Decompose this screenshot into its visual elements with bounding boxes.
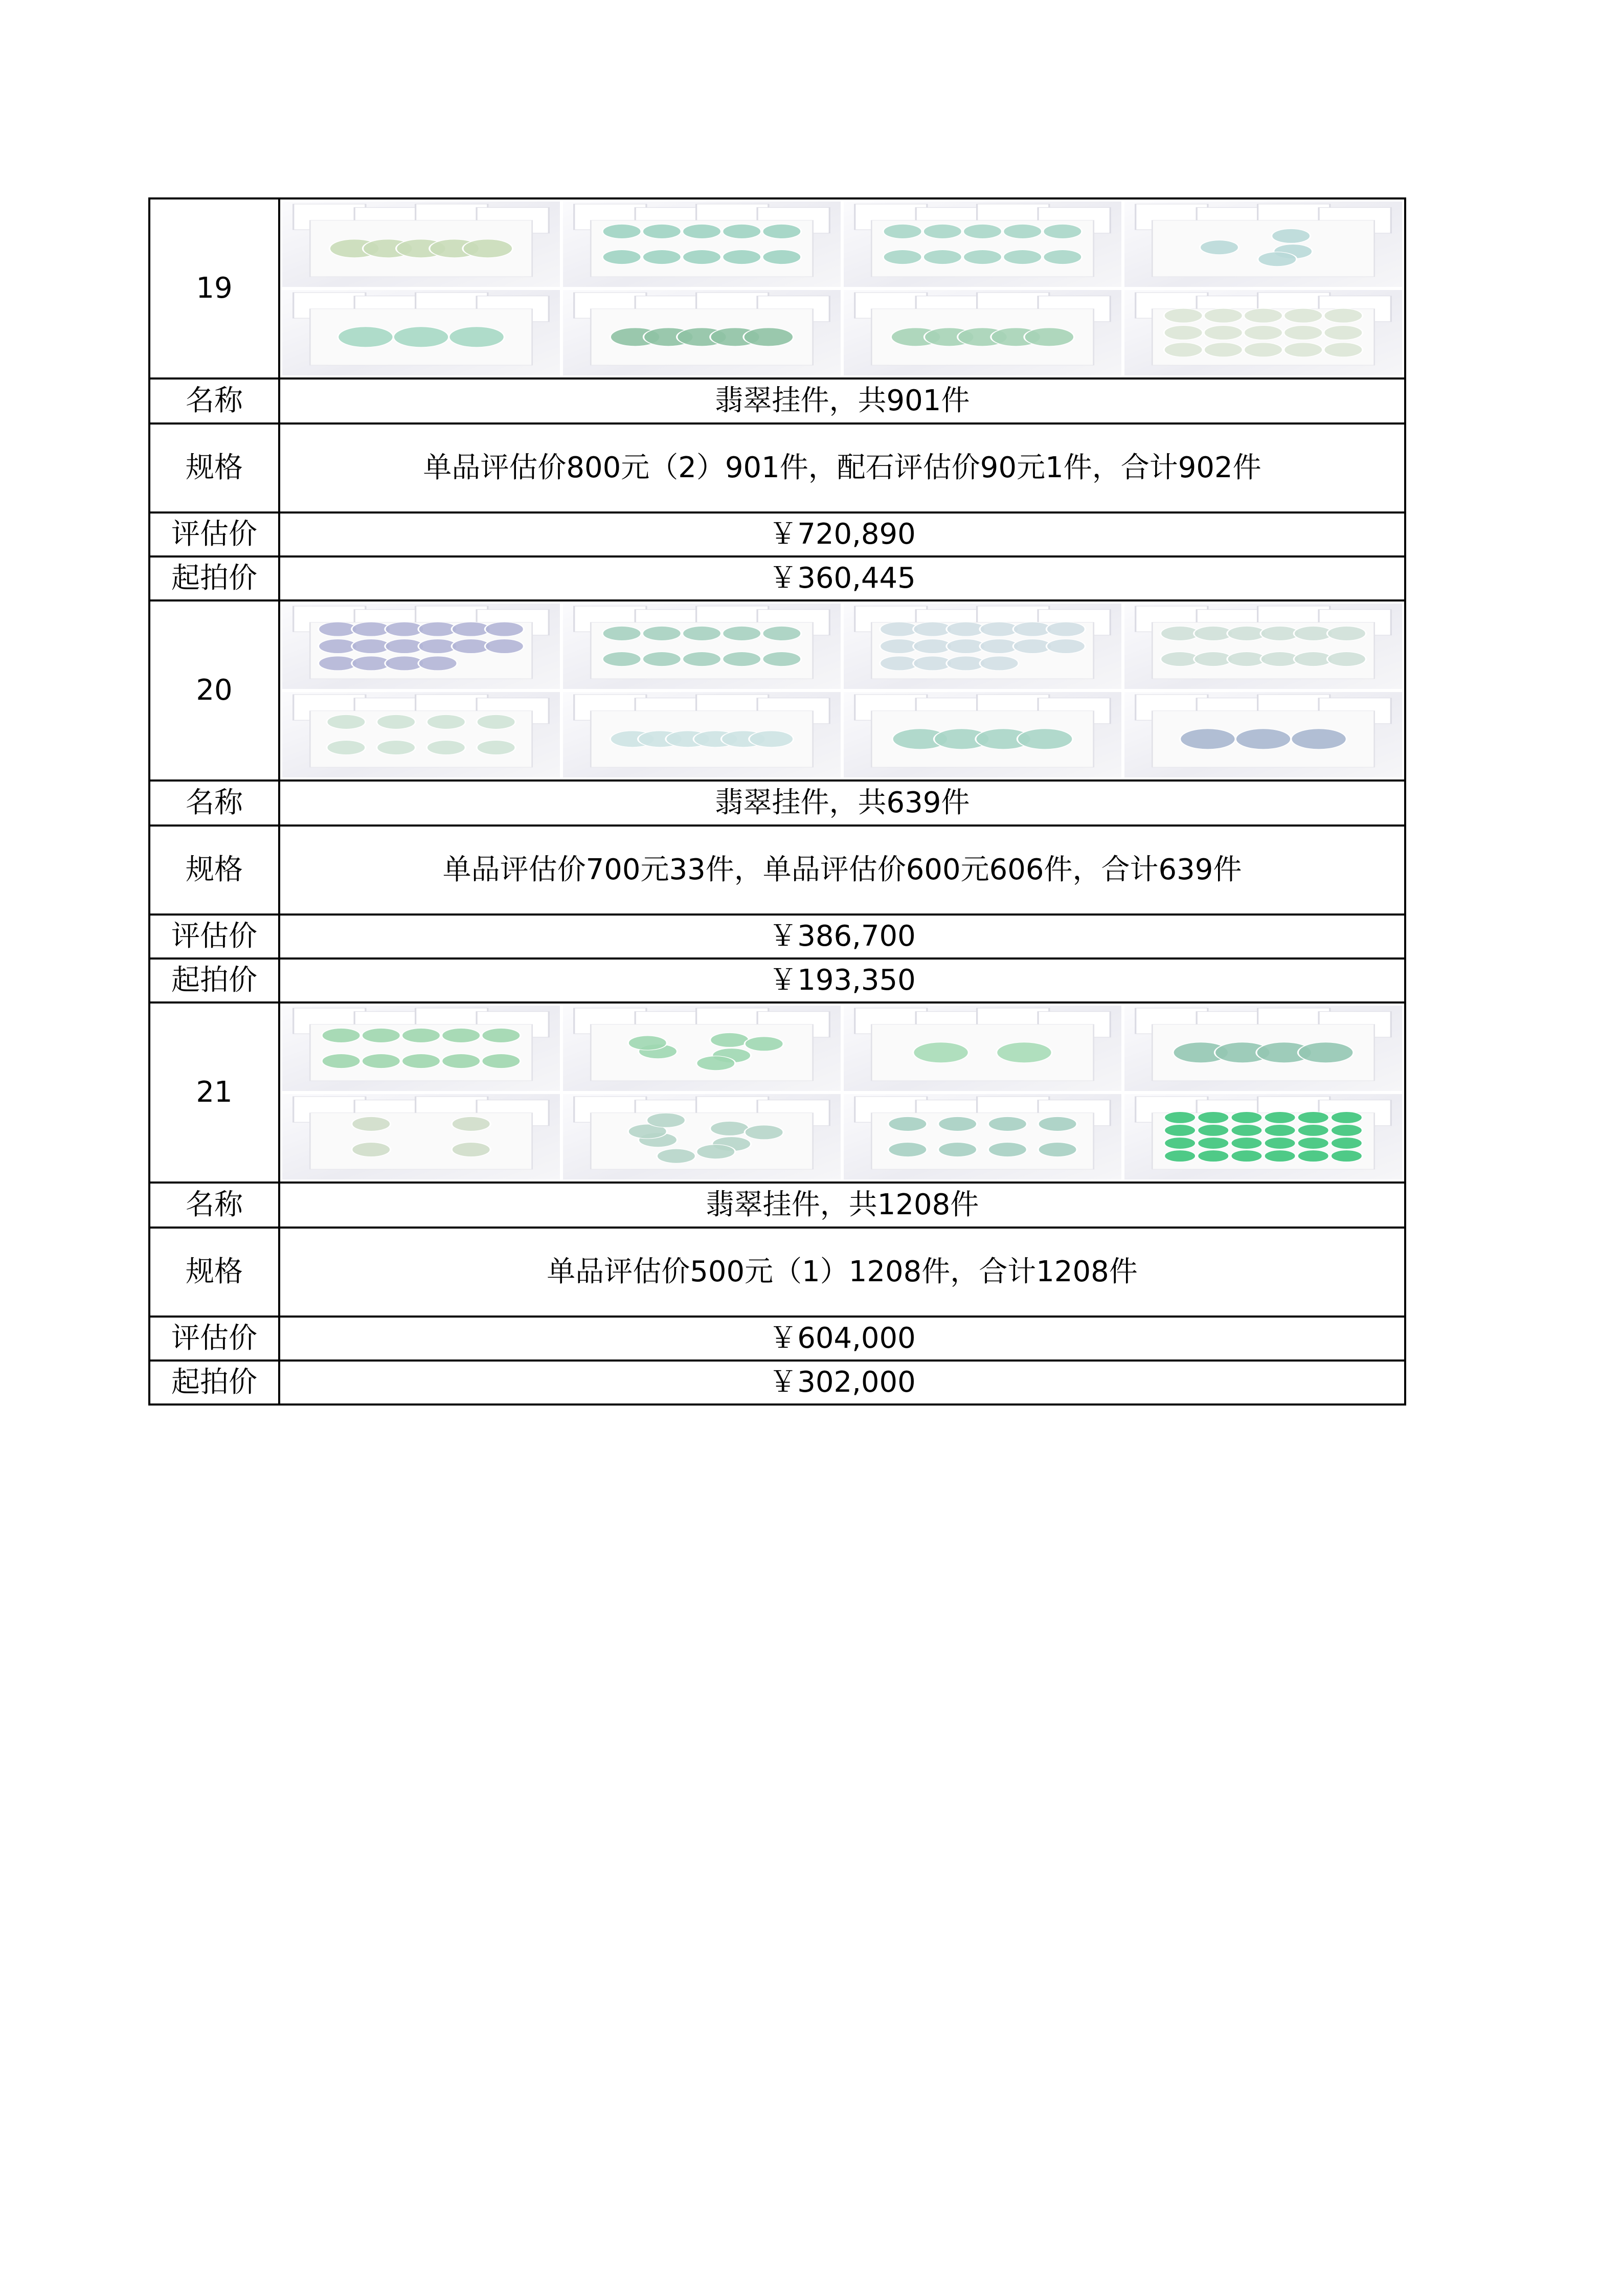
jade-photo	[282, 1094, 560, 1179]
jade-pendant	[602, 250, 641, 264]
photo-drawing	[844, 202, 1121, 287]
jade-pendant	[377, 741, 416, 755]
jade-pendant	[980, 656, 1019, 671]
photo-drawing	[563, 290, 841, 375]
jade-photo	[1124, 1006, 1402, 1091]
photo-drawing	[563, 1094, 841, 1179]
lot-number: 19	[149, 198, 279, 378]
lot-number: 20	[149, 600, 279, 781]
start-price: ￥360,445	[279, 556, 1405, 600]
jade-pendant	[449, 327, 505, 347]
jade-pendant	[1024, 328, 1074, 346]
jade-pendant	[938, 1143, 977, 1157]
jade-photo	[1124, 290, 1402, 375]
jade-pendant	[362, 1028, 400, 1042]
display-card	[591, 1024, 813, 1081]
start-price: ￥193,350	[279, 958, 1405, 1002]
jade-pendant	[938, 1117, 977, 1131]
photo-drawing	[844, 1094, 1121, 1179]
jade-pendant	[426, 741, 465, 755]
jade-pendant	[1003, 224, 1042, 238]
appraisal-price: ￥386,700	[279, 915, 1405, 958]
jade-pendant	[723, 652, 761, 666]
lot-spec-row	[149, 423, 1405, 512]
jade-pendant	[1198, 1111, 1229, 1123]
jade-pendant	[418, 656, 457, 671]
spec-label: 规格	[149, 423, 279, 512]
jade-pendant	[1038, 1117, 1077, 1131]
jade-photo	[282, 1006, 560, 1091]
jade-pendant	[1204, 343, 1243, 357]
jade-pendant	[642, 626, 681, 640]
jade-pendant	[883, 224, 922, 238]
jade-pendant	[997, 1042, 1052, 1063]
jade-pendant	[602, 652, 641, 666]
jade-pendant	[1003, 250, 1042, 264]
photo-drawing	[282, 1094, 560, 1179]
jade-photo	[282, 290, 560, 375]
jade-pendant	[1264, 1150, 1296, 1162]
photo-drawing	[1124, 202, 1402, 287]
photo-drawing	[282, 202, 560, 287]
lot-appraisal-row	[149, 512, 1405, 556]
photo-drawing	[844, 692, 1121, 777]
photo-drawing	[282, 290, 560, 375]
lot-name: 翡翠挂件，共901件	[279, 378, 1405, 423]
jade-pendant	[923, 250, 962, 264]
jade-pendant	[642, 224, 681, 238]
jade-pendant	[485, 622, 524, 636]
jade-pendant	[1297, 1150, 1329, 1162]
jade-pendant	[352, 1117, 391, 1131]
jade-pendant	[477, 741, 515, 755]
lot-photo-row	[149, 198, 1405, 378]
jade-pendant	[1164, 1138, 1196, 1149]
jade-photo	[282, 604, 560, 689]
lot-start-row	[149, 958, 1405, 1002]
jade-pendant	[1038, 1143, 1077, 1157]
jade-photo	[1124, 604, 1402, 689]
jade-pendant	[1231, 1138, 1263, 1149]
display-card	[1152, 220, 1374, 277]
jade-pendant	[477, 715, 515, 729]
jade-pendant	[485, 639, 524, 653]
jade-photo	[844, 1094, 1121, 1179]
lot-table	[148, 197, 1406, 1406]
jade-pendant	[745, 1037, 783, 1051]
jade-pendant	[1043, 250, 1082, 264]
jade-pendant	[888, 1117, 927, 1131]
jade-pendant	[682, 250, 721, 264]
jade-photo	[563, 1006, 841, 1091]
lot-name-row	[149, 1183, 1405, 1228]
jade-pendant	[442, 1054, 481, 1068]
jade-pendant	[1244, 343, 1282, 357]
photo-drawing	[1124, 1006, 1402, 1091]
jade-pendant	[696, 1056, 735, 1071]
jade-pendant	[1272, 229, 1311, 243]
lot-name-row	[149, 781, 1405, 826]
jade-pendant	[1235, 729, 1291, 749]
jade-photo	[844, 202, 1121, 287]
jade-photo	[282, 202, 560, 287]
jade-pendant	[362, 1054, 400, 1068]
jade-pendant	[1327, 652, 1366, 666]
jade-pendant	[749, 731, 794, 747]
jade-pendant	[602, 224, 641, 238]
jade-pendant	[602, 626, 641, 640]
lot-photo-cell	[279, 198, 1405, 378]
jade-pendant	[1046, 639, 1085, 653]
jade-pendant	[1231, 1150, 1263, 1162]
start-label: 起拍价	[149, 556, 279, 600]
jade-pendant	[1164, 308, 1203, 323]
lot-photo-grid	[282, 1006, 1402, 1179]
start-label: 起拍价	[149, 958, 279, 1002]
appraisal-label: 评估价	[149, 915, 279, 958]
jade-photo	[282, 692, 560, 777]
jade-pendant	[1297, 1138, 1329, 1149]
jade-photo	[1124, 692, 1402, 777]
name-label: 名称	[149, 378, 279, 423]
jade-pendant	[1264, 1125, 1296, 1136]
appraisal-label: 评估价	[149, 1317, 279, 1361]
photo-drawing	[844, 290, 1121, 375]
jade-photo	[844, 692, 1121, 777]
lot-number: 21	[149, 1002, 279, 1183]
name-label: 名称	[149, 781, 279, 826]
jade-pendant	[1204, 325, 1243, 340]
lot-spec-row	[149, 1228, 1405, 1317]
jade-pendant	[393, 327, 449, 347]
jade-pendant	[1164, 1150, 1196, 1162]
jade-pendant	[1046, 622, 1085, 636]
jade-pendant	[401, 1028, 440, 1042]
photo-drawing	[1124, 604, 1402, 689]
jade-photo	[563, 1094, 841, 1179]
jade-pendant	[1327, 626, 1366, 640]
spec-label: 规格	[149, 1228, 279, 1317]
lot-photo-grid	[282, 202, 1402, 375]
lot-photo-row	[149, 600, 1405, 781]
photo-drawing	[282, 1006, 560, 1091]
photo-drawing	[844, 604, 1121, 689]
jade-pendant	[1164, 1125, 1196, 1136]
lot-photo-row	[149, 1002, 1405, 1183]
jade-pendant	[1324, 343, 1363, 357]
jade-pendant	[762, 652, 801, 666]
photo-drawing	[563, 604, 841, 689]
jade-pendant	[1200, 240, 1238, 255]
jade-pendant	[1284, 308, 1323, 323]
jade-pendant	[745, 1125, 783, 1140]
lot-photo-cell	[279, 600, 1405, 781]
name-label: 名称	[149, 1183, 279, 1228]
appraisal-label: 评估价	[149, 512, 279, 556]
jade-pendant	[682, 626, 721, 640]
appraisal-price: ￥720,890	[279, 512, 1405, 556]
jade-pendant	[1043, 224, 1082, 238]
jade-pendant	[426, 715, 465, 729]
jade-pendant	[723, 250, 761, 264]
jade-pendant	[1017, 729, 1073, 749]
jade-pendant	[1198, 1138, 1229, 1149]
jade-pendant	[1231, 1111, 1263, 1123]
lot-spec: 单品评估价700元33件，单品评估价600元606件，合计639件	[279, 826, 1405, 915]
jade-pendant	[762, 626, 801, 640]
jade-pendant	[1180, 729, 1236, 749]
jade-pendant	[1297, 1125, 1329, 1136]
jade-pendant	[642, 652, 681, 666]
appraisal-price: ￥604,000	[279, 1317, 1405, 1361]
jade-pendant	[963, 250, 1002, 264]
jade-pendant	[923, 224, 962, 238]
jade-pendant	[1331, 1125, 1362, 1136]
jade-pendant	[1198, 1150, 1229, 1162]
jade-pendant	[913, 1042, 969, 1063]
jade-photo	[563, 604, 841, 689]
jade-photo	[563, 202, 841, 287]
jade-pendant	[452, 1143, 490, 1157]
jade-pendant	[1324, 308, 1363, 323]
display-card	[871, 1024, 1093, 1081]
jade-pendant	[883, 250, 922, 264]
jade-pendant	[401, 1054, 440, 1068]
jade-photo	[844, 604, 1121, 689]
spec-label: 规格	[149, 826, 279, 915]
jade-photo	[844, 1006, 1121, 1091]
jade-pendant	[1244, 308, 1282, 323]
jade-pendant	[1198, 1125, 1229, 1136]
lot-appraisal-row	[149, 1317, 1405, 1361]
jade-pendant	[482, 1028, 521, 1042]
jade-pendant	[646, 1113, 685, 1127]
jade-pendant	[743, 328, 794, 346]
jade-pendant	[1324, 325, 1363, 340]
photo-drawing	[844, 1006, 1121, 1091]
lot-photo-cell	[279, 1002, 1405, 1183]
jade-photo	[1124, 202, 1402, 287]
photo-drawing	[1124, 290, 1402, 375]
jade-pendant	[338, 327, 394, 347]
jade-pendant	[1291, 729, 1347, 749]
jade-photo	[563, 692, 841, 777]
jade-pendant	[327, 741, 366, 755]
jade-pendant	[1204, 308, 1243, 323]
jade-pendant	[657, 1149, 695, 1163]
jade-pendant	[696, 1145, 735, 1159]
jade-pendant	[642, 250, 681, 264]
lot-appraisal-row	[149, 915, 1405, 958]
jade-photo	[563, 290, 841, 375]
jade-pendant	[1258, 252, 1297, 266]
lot-name: 翡翠挂件，共639件	[279, 781, 1405, 826]
jade-pendant	[710, 1121, 749, 1135]
photo-drawing	[1124, 1094, 1402, 1179]
photo-drawing	[563, 1006, 841, 1091]
jade-pendant	[377, 715, 416, 729]
jade-pendant	[988, 1117, 1027, 1131]
jade-pendant	[1284, 325, 1323, 340]
lot-photo-grid	[282, 604, 1402, 777]
jade-pendant	[988, 1143, 1027, 1157]
lot-name: 翡翠挂件，共1208件	[279, 1183, 1405, 1228]
jade-pendant	[963, 224, 1002, 238]
jade-pendant	[888, 1143, 927, 1157]
photo-drawing	[282, 604, 560, 689]
jade-pendant	[628, 1036, 667, 1050]
jade-pendant	[1297, 1111, 1329, 1123]
jade-pendant	[1164, 1111, 1196, 1123]
lot-start-row	[149, 556, 1405, 600]
jade-pendant	[322, 1054, 360, 1068]
jade-pendant	[710, 1033, 749, 1047]
lot-name-row	[149, 378, 1405, 423]
jade-pendant	[682, 224, 721, 238]
jade-pendant	[762, 224, 801, 238]
jade-pendant	[723, 626, 761, 640]
jade-pendant	[1264, 1111, 1296, 1123]
jade-pendant	[1244, 325, 1282, 340]
jade-pendant	[327, 715, 366, 729]
lot-spec-row	[149, 826, 1405, 915]
photo-drawing	[563, 202, 841, 287]
jade-pendant	[1331, 1150, 1362, 1162]
jade-pendant	[1284, 343, 1323, 357]
jade-pendant	[1264, 1138, 1296, 1149]
start-label: 起拍价	[149, 1361, 279, 1405]
jade-pendant	[723, 224, 761, 238]
jade-pendant	[352, 1143, 391, 1157]
display-card	[591, 1113, 813, 1169]
jade-pendant	[463, 239, 513, 258]
jade-pendant	[452, 1117, 490, 1131]
jade-pendant	[1298, 1042, 1354, 1063]
jade-pendant	[322, 1028, 360, 1042]
jade-pendant	[442, 1028, 481, 1042]
jade-pendant	[762, 250, 801, 264]
display-card	[310, 1113, 532, 1169]
photo-drawing	[282, 692, 560, 777]
jade-pendant	[1331, 1111, 1362, 1123]
start-price: ￥302,000	[279, 1361, 1405, 1405]
photo-drawing	[563, 692, 841, 777]
jade-pendant	[482, 1054, 521, 1068]
jade-pendant	[1164, 343, 1203, 357]
photo-drawing	[1124, 692, 1402, 777]
lot-spec: 单品评估价500元（1）1208件，合计1208件	[279, 1228, 1405, 1317]
lot-start-row	[149, 1361, 1405, 1405]
jade-pendant	[1231, 1125, 1263, 1136]
jade-photo	[844, 290, 1121, 375]
lot-spec: 单品评估价800元（2）901件，配石评估价90元1件，合计902件	[279, 423, 1405, 512]
jade-photo	[1124, 1094, 1402, 1179]
jade-pendant	[682, 652, 721, 666]
jade-pendant	[1331, 1138, 1362, 1149]
jade-pendant	[1164, 325, 1203, 340]
